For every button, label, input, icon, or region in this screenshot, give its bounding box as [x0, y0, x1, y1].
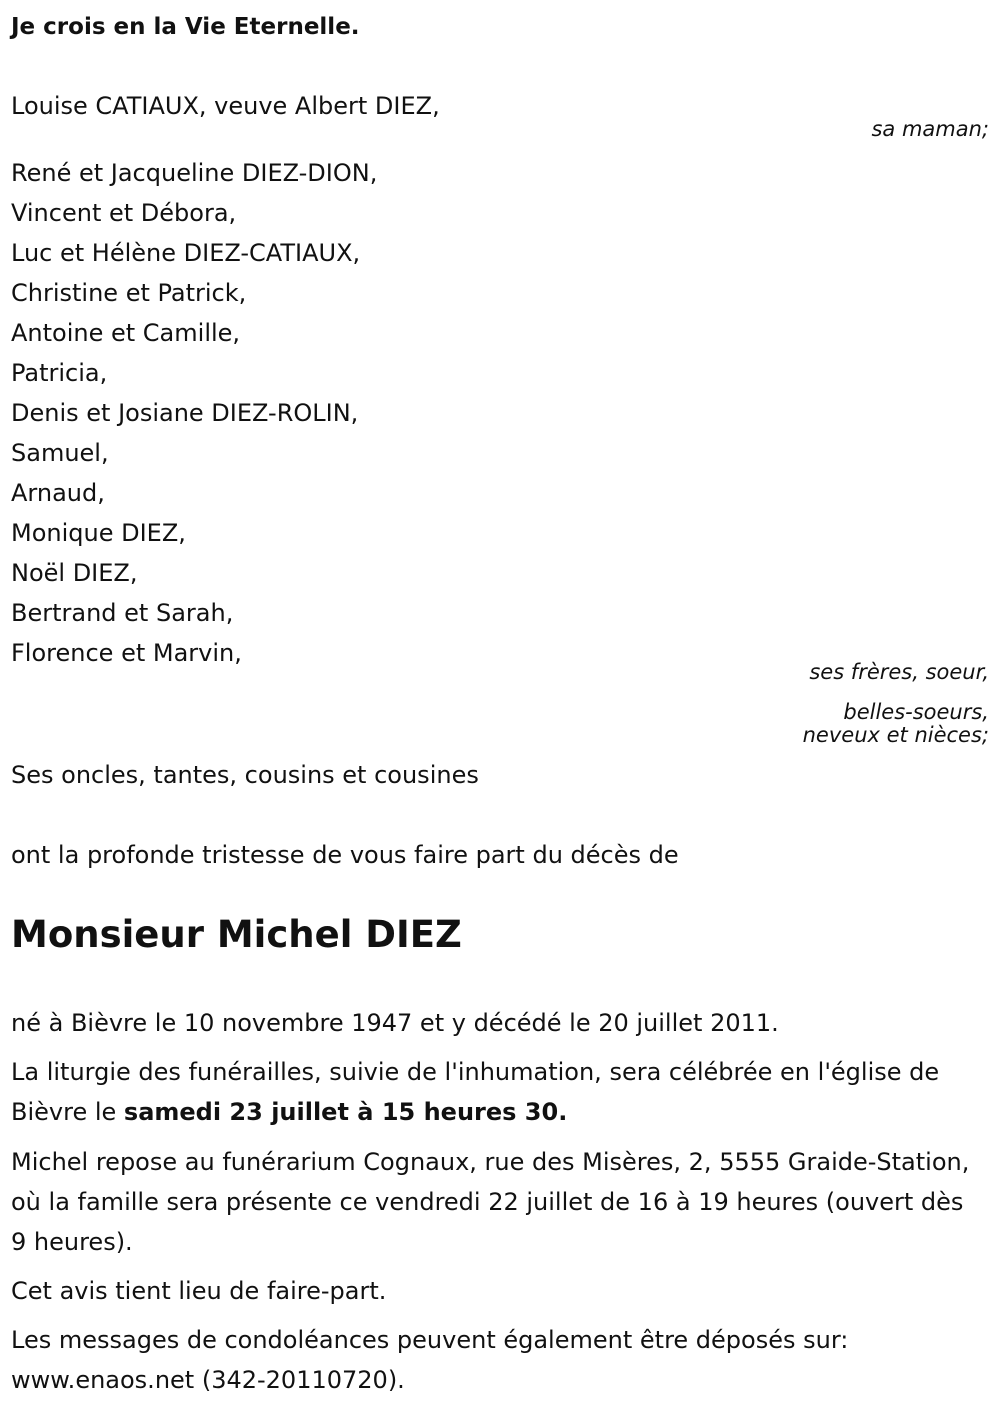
sibling-name: Bertrand et Sarah,	[11, 599, 234, 627]
sibling-name: Monique DIEZ,	[11, 519, 186, 547]
sibling-name: Antoine et Camille,	[11, 319, 241, 347]
visitation-details: Michel repose au funérarium Cognaux, rue des Misères, 2, 5555 Graide-Station, où la famille sera présente ce vendredi 22 juillet de 16 à 19 heures (ouvert dès 9 heures).	[11, 1148, 970, 1256]
in-laws-relation: belles-soeurs,	[843, 700, 989, 724]
sibling-name: Christine et Patrick,	[11, 279, 247, 307]
sibling-name: Patricia,	[11, 359, 108, 387]
sibling-name: Luc et Hélène DIEZ-CATIAUX,	[11, 239, 361, 267]
notice-text: Cet avis tient lieu de faire-part.	[11, 1277, 387, 1305]
mother-name: Louise CATIAUX, veuve Albert DIEZ,	[11, 92, 440, 120]
sibling-name: Noël DIEZ,	[11, 559, 138, 587]
funeral-text: La liturgie des funérailles, suivie de l'inhumation, sera célébrée en l'église de Bièvre le	[11, 1058, 940, 1126]
sibling-name: Arnaud,	[11, 479, 105, 507]
funeral-details	[11, 1052, 986, 1132]
sibling-name: Denis et Josiane DIEZ-ROLIN,	[11, 399, 359, 427]
deceased-name: Monsieur Michel DIEZ	[11, 913, 462, 956]
sibling-name: Vincent et Débora,	[11, 199, 237, 227]
sibling-name: Florence et Marvin,	[11, 639, 242, 667]
sibling-name: Samuel,	[11, 439, 109, 467]
sibling-name: René et Jacqueline DIEZ-DION,	[11, 159, 378, 187]
funeral-date: samedi 23 juillet à 15 heures 30.	[123, 1098, 568, 1126]
birth-death: né à Bièvre le 10 novembre 1947 et y décédé le 20 juillet 2011.	[11, 1009, 779, 1037]
mother-relation: sa maman;	[871, 117, 989, 141]
announcement: ont la profonde tristesse de vous faire part du décès de	[11, 841, 679, 869]
siblings-list	[11, 153, 377, 673]
extended-family: Ses oncles, tantes, cousins et cousines	[11, 761, 479, 789]
siblings-relation: ses frères, soeur,	[809, 660, 989, 684]
nephews-relation: neveux et nièces;	[802, 723, 989, 747]
epigraph: Je crois en la Vie Eternelle.	[11, 14, 360, 40]
condolences-text: Les messages de condoléances peuvent également être déposés sur: www.enaos.net (342-20110720).	[11, 1326, 849, 1394]
